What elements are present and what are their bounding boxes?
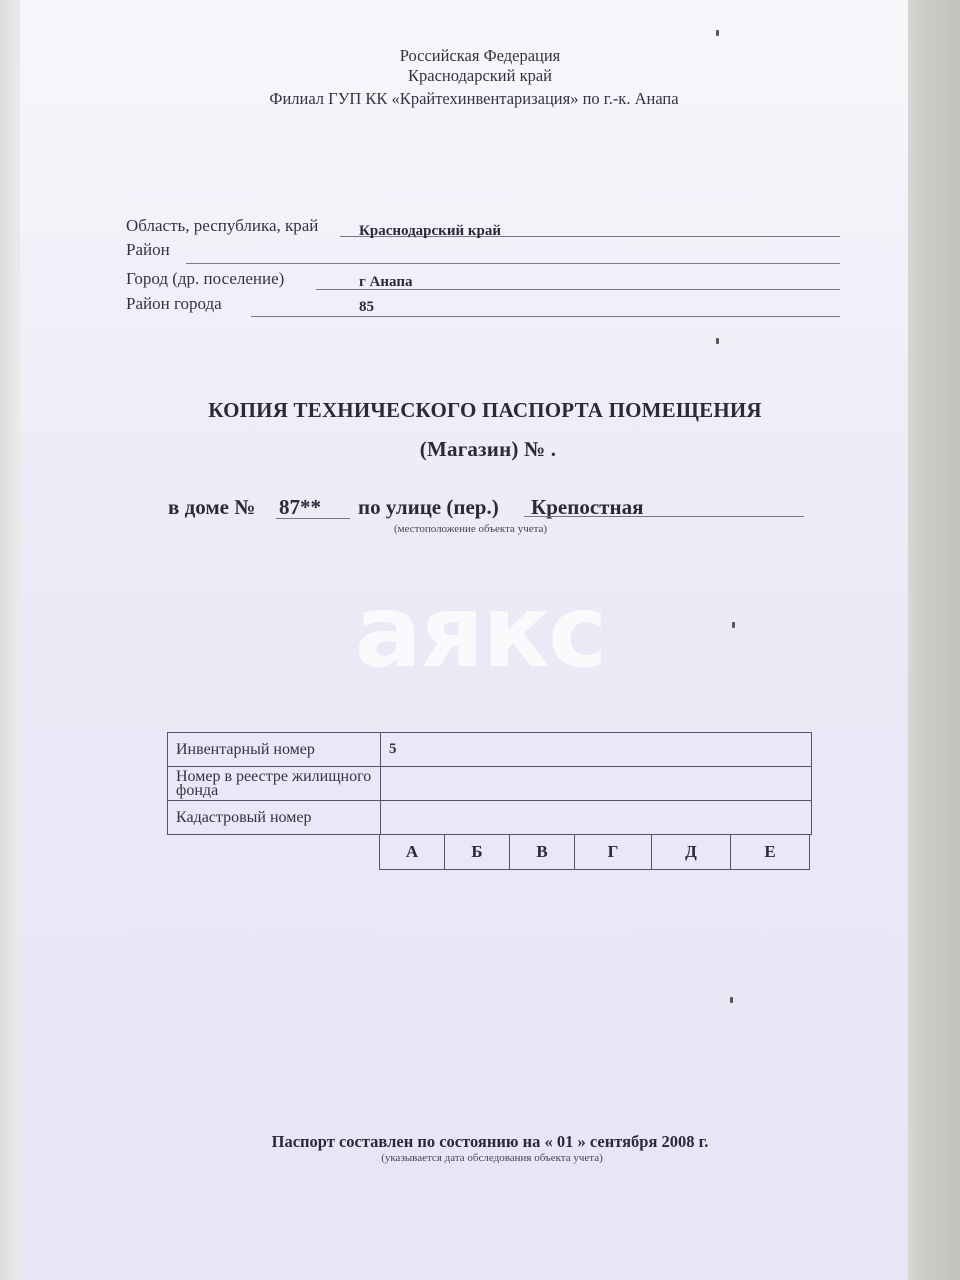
letter-cell-e: Е xyxy=(731,835,810,870)
street-line xyxy=(524,516,804,517)
city-label: Город (др. поселение) xyxy=(126,269,285,288)
city-district-label: Район города xyxy=(126,294,222,313)
watermark-logo: аякс xyxy=(354,573,606,690)
table-row xyxy=(380,835,810,870)
street-value: Крепостная xyxy=(531,495,644,519)
desk-right-edge xyxy=(908,0,960,1280)
table-row xyxy=(168,767,812,801)
house-number: 87** xyxy=(279,495,321,519)
house-line xyxy=(276,518,350,519)
cadastral-number-value xyxy=(381,801,812,835)
letter-cell-g: Г xyxy=(575,835,652,870)
paper-mark xyxy=(730,997,733,1003)
desk-left-edge xyxy=(0,0,20,1280)
table-row xyxy=(168,733,812,767)
passport-date: Паспорт составлен по состоянию на « 01 » сентября 2008 г. xyxy=(271,1132,709,1151)
street-label: по улице (пер.) xyxy=(358,495,499,519)
paper-mark xyxy=(716,30,719,36)
inventory-number-value: 5 xyxy=(381,733,812,767)
city-value: г Анапа xyxy=(359,274,413,290)
letters-table xyxy=(379,834,810,870)
house-label: в доме № xyxy=(168,495,256,519)
paper-mark xyxy=(716,338,719,344)
header-region: Краснодарский край xyxy=(407,66,553,85)
letter-cell-b: Б xyxy=(445,835,510,870)
cadastral-number-label: Кадастровый номер xyxy=(168,801,381,835)
region-value: Краснодарский край xyxy=(359,223,501,239)
district-line xyxy=(186,263,840,264)
district-label: Район xyxy=(126,240,170,259)
paper-mark xyxy=(732,622,735,628)
letter-cell-d: Д xyxy=(652,835,731,870)
city-district-line xyxy=(251,316,840,317)
inventory-number-label: Инвентарный номер xyxy=(168,733,381,767)
letter-cell-a: А xyxy=(380,835,445,870)
registry-table xyxy=(167,732,812,835)
header-branch: Филиал ГУП КК «Крайтехинвентаризация» по г.-к. Анапа xyxy=(269,89,679,108)
table-row xyxy=(168,801,812,835)
housing-registry-label: Номер в реестре жилищного фонда xyxy=(168,767,381,801)
document-title: КОПИЯ ТЕХНИЧЕСКОГО ПАСПОРТА ПОМЕЩЕНИЯ xyxy=(208,398,762,422)
document-subtitle: (Магазин) № . xyxy=(419,437,557,461)
housing-registry-value xyxy=(381,767,812,801)
region-label: Область, республика, край xyxy=(126,216,319,235)
location-note: (местоположение объекта учета) xyxy=(394,523,548,535)
header-country: Российская Федерация xyxy=(399,46,561,65)
passport-date-note: (указывается дата обследования объекта учета) xyxy=(381,1152,603,1164)
city-district-value: 85 xyxy=(359,299,374,315)
letter-cell-v: В xyxy=(510,835,575,870)
